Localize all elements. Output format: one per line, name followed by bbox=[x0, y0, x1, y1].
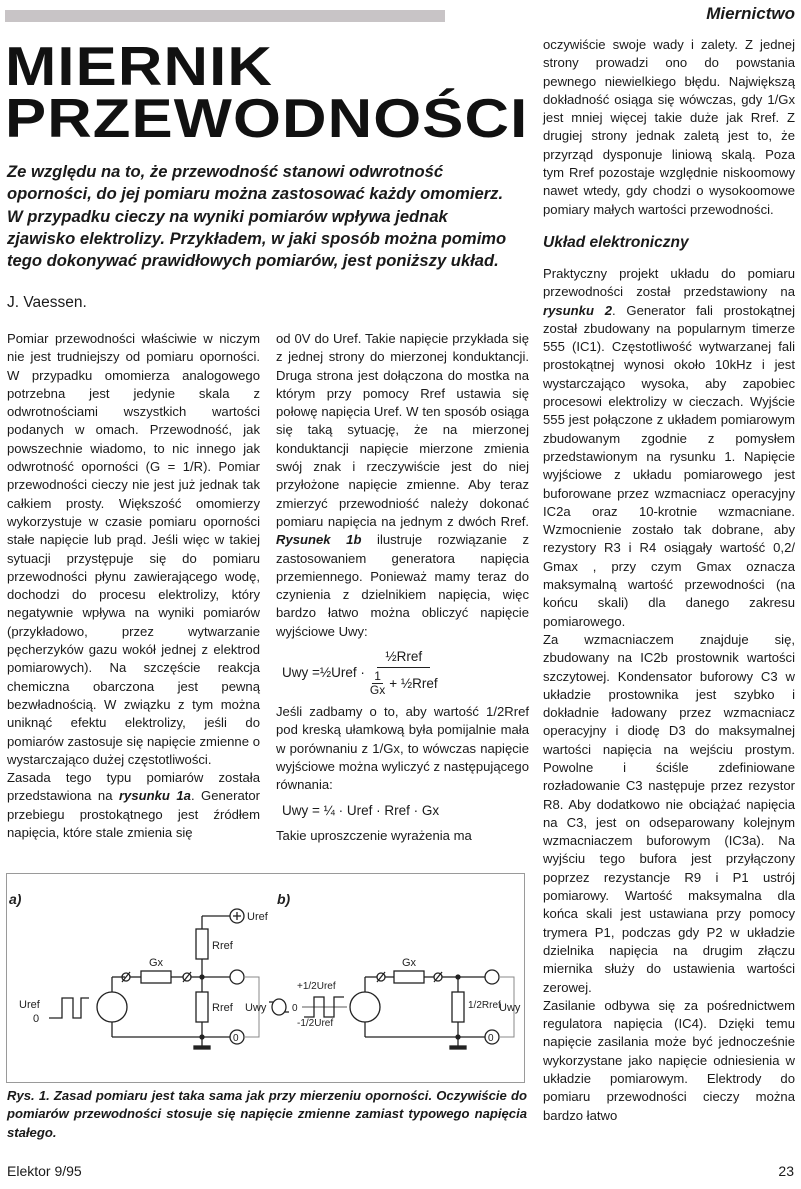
svg-text:Uref: Uref bbox=[19, 999, 40, 1011]
figure-caption: Rys. 1. Zasad pomiaru jest taka sama jak przy mierzeniu oporności. Oczywiście do pomiarów przewodności stosuje się napięcie zmienne zamiast typowego napięcia stałego. bbox=[7, 1088, 527, 1140]
body-column-2 bbox=[276, 330, 529, 845]
paragraph: Za wzmacniaczem znajduje się, zbudowany na IC2b prostownik wartości szczytowej. Kondensator buforowy C3 w układzie prostownika jest szybko i dokładnie ładowany przez wzmacniacz operacyjny i diodę D3 do maksymalnej wartości napięcia na wejściu prostym. Powolne i ściśle zdefiniowane rozładowanie C3 następuje przez rezystor R8. Aby dodatkowo nie obciążać napięcia na C3, jest on odseparowany kolejnym wzmacniaczem buforowym (IC3a). Na wyjściu tego bufora jest przyłączony poprzez rezystancje R9 i P1 ustrój pomiarowy. Wartość maksymalna dla końca skali jest ustawiana przy pomocy trymera P1, podczas gdy P2 w układzie dzielnika napięcia na drugim złączu miernika służy do ustawienia wartości zerowej. bbox=[543, 631, 795, 995]
body-column-3 bbox=[543, 36, 795, 1125]
svg-text:0: 0 bbox=[488, 1033, 494, 1044]
panel-a-label: a) bbox=[9, 891, 22, 907]
figure-reference: rysunku 2 bbox=[543, 302, 612, 318]
article-title bbox=[5, 35, 529, 149]
paragraph: Takie uproszczenie wyrażenia ma bbox=[276, 827, 472, 843]
section-label: Miernictwo bbox=[706, 4, 795, 23]
article-author: J. Vaessen. bbox=[7, 294, 87, 311]
paragraph: od 0V do Uref. Takie napięcie przykłada się z jednej strony do mierzonej konduktancji. Druga strona jest dołączona do mostka na którym przy pomocy Rref ustawia się połowę napięcia Uref. W ten sposób osiąga się taką sytuację, że na mierzonej konduktancji napięcie mierzone zmienia swój znak i rzeczywiście jest do niej przyłożone napięcie zmienne. Aby teraz zmierzyć przewodniość należy dokonać pomiaru napięcia na jednym z dwóch Rref. Rysunek 1b ilustruje rozwiązanie z zastosowaniem generatora napięcia przemiennego. Ponieważ mamy teraz do czynienia z dzielnikiem napięcia, więc bardzo łatwo można obliczyć napięcie wyjściowe Uwy: bbox=[276, 331, 530, 639]
article-lead: Ze względu na to, że przewodność stanowi odwrotność oporności, do jej pomiaru można zastosować każdy omomierz. W przypadku cieczy na wyniki pomiarów wpływa jednak zjawisko elektrolizy. Przykładem, w jaki sposób można pomimo tego dokonywać prawidłowych pomiarów, jest poniższy układ. bbox=[7, 162, 507, 271]
title-line-1: MIERNIK bbox=[5, 35, 273, 97]
fraction: ½Rref $\frac{1}{Gx}$ + ½Rref bbox=[369, 649, 438, 698]
paragraph: Jeśli zadbamy o to, aby wartość 1/2Rref pod kreską ułamkową była pomijalnie mała w porównaniu z 1/Gx, to wówczas napięcie wyjściowe można wyliczyć z następującego równania: bbox=[276, 704, 529, 793]
body-column-1 bbox=[7, 330, 260, 842]
circuit-figure bbox=[6, 873, 525, 1083]
svg-text:1/2Rref: 1/2Rref bbox=[468, 1000, 501, 1011]
paragraph: oczywiście swoje wady i zalety. Z jednej strony prowadzi ono do powstania pewnego niewielkiego błędu. Największą dokładność osiąga się wówczas, gdy 1/Gx jest mniej więcej takie duże jak Rref. Z drugiej strony jednak zaletą jest to, że przyrząd dysponuje liniową skalą. Poza tym Rref pozostaje względnie niskoomowy nawet wtedy, gdy chodzi o wysokoomowe pomiary małych wartości przewodności. bbox=[543, 37, 795, 217]
page-number: 23 bbox=[778, 1163, 794, 1179]
svg-text:-1/2Uref: -1/2Uref bbox=[297, 1018, 334, 1029]
paragraph: Pomiar przewodności właściwie w niczym nie jest trudniejszy od pomiaru oporności. W przypadku omomierza analogowego potrzebna jest jedynie skala z odwrotnościami wszystkich wartości podanych w omach. Przewodność, jak powszechnie wiadomo, to nic innego jak odwrotność oporności (G = 1/R). Pomiar przewodności cieczy nie jest już jednak tak całkiem prosty. Większość omomierzy wykorzystuje w czasie pomiaru oporności stałe napięcie lub prąd. Jeśli więc w takiej sytuacji przystępuje się do pomiaru przewodności płynu zawierającego wodę, dochodzi do procesu elektrolizy, który negatywnie wpływa na wyniki pomiarów (przykładowo, przez wytwarzanie pęcherzyków gazu wokół jednej z elektrod pomiarowych). Na szczęście reakcja chemiczna obarczona jest pewną bezwładnością. W związku z tym można uniknąć efektu elektrolizy, jeśli do pomiarów zastosuje się napięcie zmienne o wystarczająco dużej częstotliwości. bbox=[7, 331, 260, 767]
formula-uwy-full: Uwy = ½ Uref · ½Rref $\frac{1}{Gx}$ + ½Rref bbox=[282, 649, 438, 698]
svg-text:Rref: Rref bbox=[212, 1002, 233, 1014]
svg-text:Uwy: Uwy bbox=[245, 1002, 267, 1014]
svg-text:Rref: Rref bbox=[212, 940, 233, 952]
footer-publication: Elektor 9/95 bbox=[7, 1163, 82, 1179]
circuit-diagram bbox=[7, 874, 526, 1084]
formula-uwy-simplified: Uwy = ¼ · Uref · Rref · Gx bbox=[282, 802, 440, 818]
svg-text:Gx: Gx bbox=[149, 957, 164, 969]
figure-reference: Rysunek 1b bbox=[276, 532, 362, 548]
paragraph: Praktyczny projekt układu do pomiaru przewodności został przedstawiony na rysunku 2. Generator fali prostokątnej został zbudowany na popularnym timerze 555 (IC1). Częstotliwość wytwarzanej fali prostokątnej wynosi około 10kHz i jest wystarczająco wysoka, aby zapobiec procesowi elektrolizy w cieczach. Wyjście 555 jest połączone z układem pomiarowym zbudowanym zgodnie z pomysłem przedstawionym na rysunku 1. Napięcie wyjściowe z układu pomiarowego jest buforowane przez wzmacniacz operacyjny IC2a oraz 10-krotnie wzmacniane. Wzmocnienie zostało tak dobrane, aby rezystory R3 i R4 osiągały wartość 0,2/ Gmax , przy czym Gmax oznacza maksymalną wartość przewodności (na końcu skali) dla danego zakresu pomiarowego. bbox=[543, 265, 795, 629]
paragraph: Zasilanie odbywa się za pośrednictwem regulatora napięcia (IC4). Dzięki temu napięcie zasilania może być jednocześnie wykorzystane jako napięcie odniesienia w układzie pomiarowym. Elektrody do pomiaru przewodności cieczy można bardzo łatwo bbox=[543, 997, 795, 1123]
svg-text:+1/2Uref: +1/2Uref bbox=[297, 981, 336, 992]
figure-reference: rysunku 1a bbox=[118, 788, 191, 804]
svg-text:0: 0 bbox=[233, 1033, 239, 1044]
header-gray-bar bbox=[5, 10, 445, 22]
title-line-2: PRZEWODNOŚCI bbox=[5, 87, 529, 149]
svg-text:Gx: Gx bbox=[402, 957, 417, 969]
svg-text:Uwy: Uwy bbox=[499, 1002, 521, 1014]
paragraph: Zasada tego typu pomiarów została przedstawiona na rysunku 1a. Generator przebiegu prostokątnego jest źródłem napięcia, które stale zmienia się bbox=[7, 770, 261, 841]
panel-b-label: b) bbox=[277, 891, 291, 907]
svg-text:0: 0 bbox=[292, 1003, 298, 1014]
svg-text:0: 0 bbox=[33, 1013, 40, 1025]
svg-text:Uref: Uref bbox=[247, 911, 268, 923]
section-heading: Układ elektroniczny bbox=[543, 233, 689, 251]
